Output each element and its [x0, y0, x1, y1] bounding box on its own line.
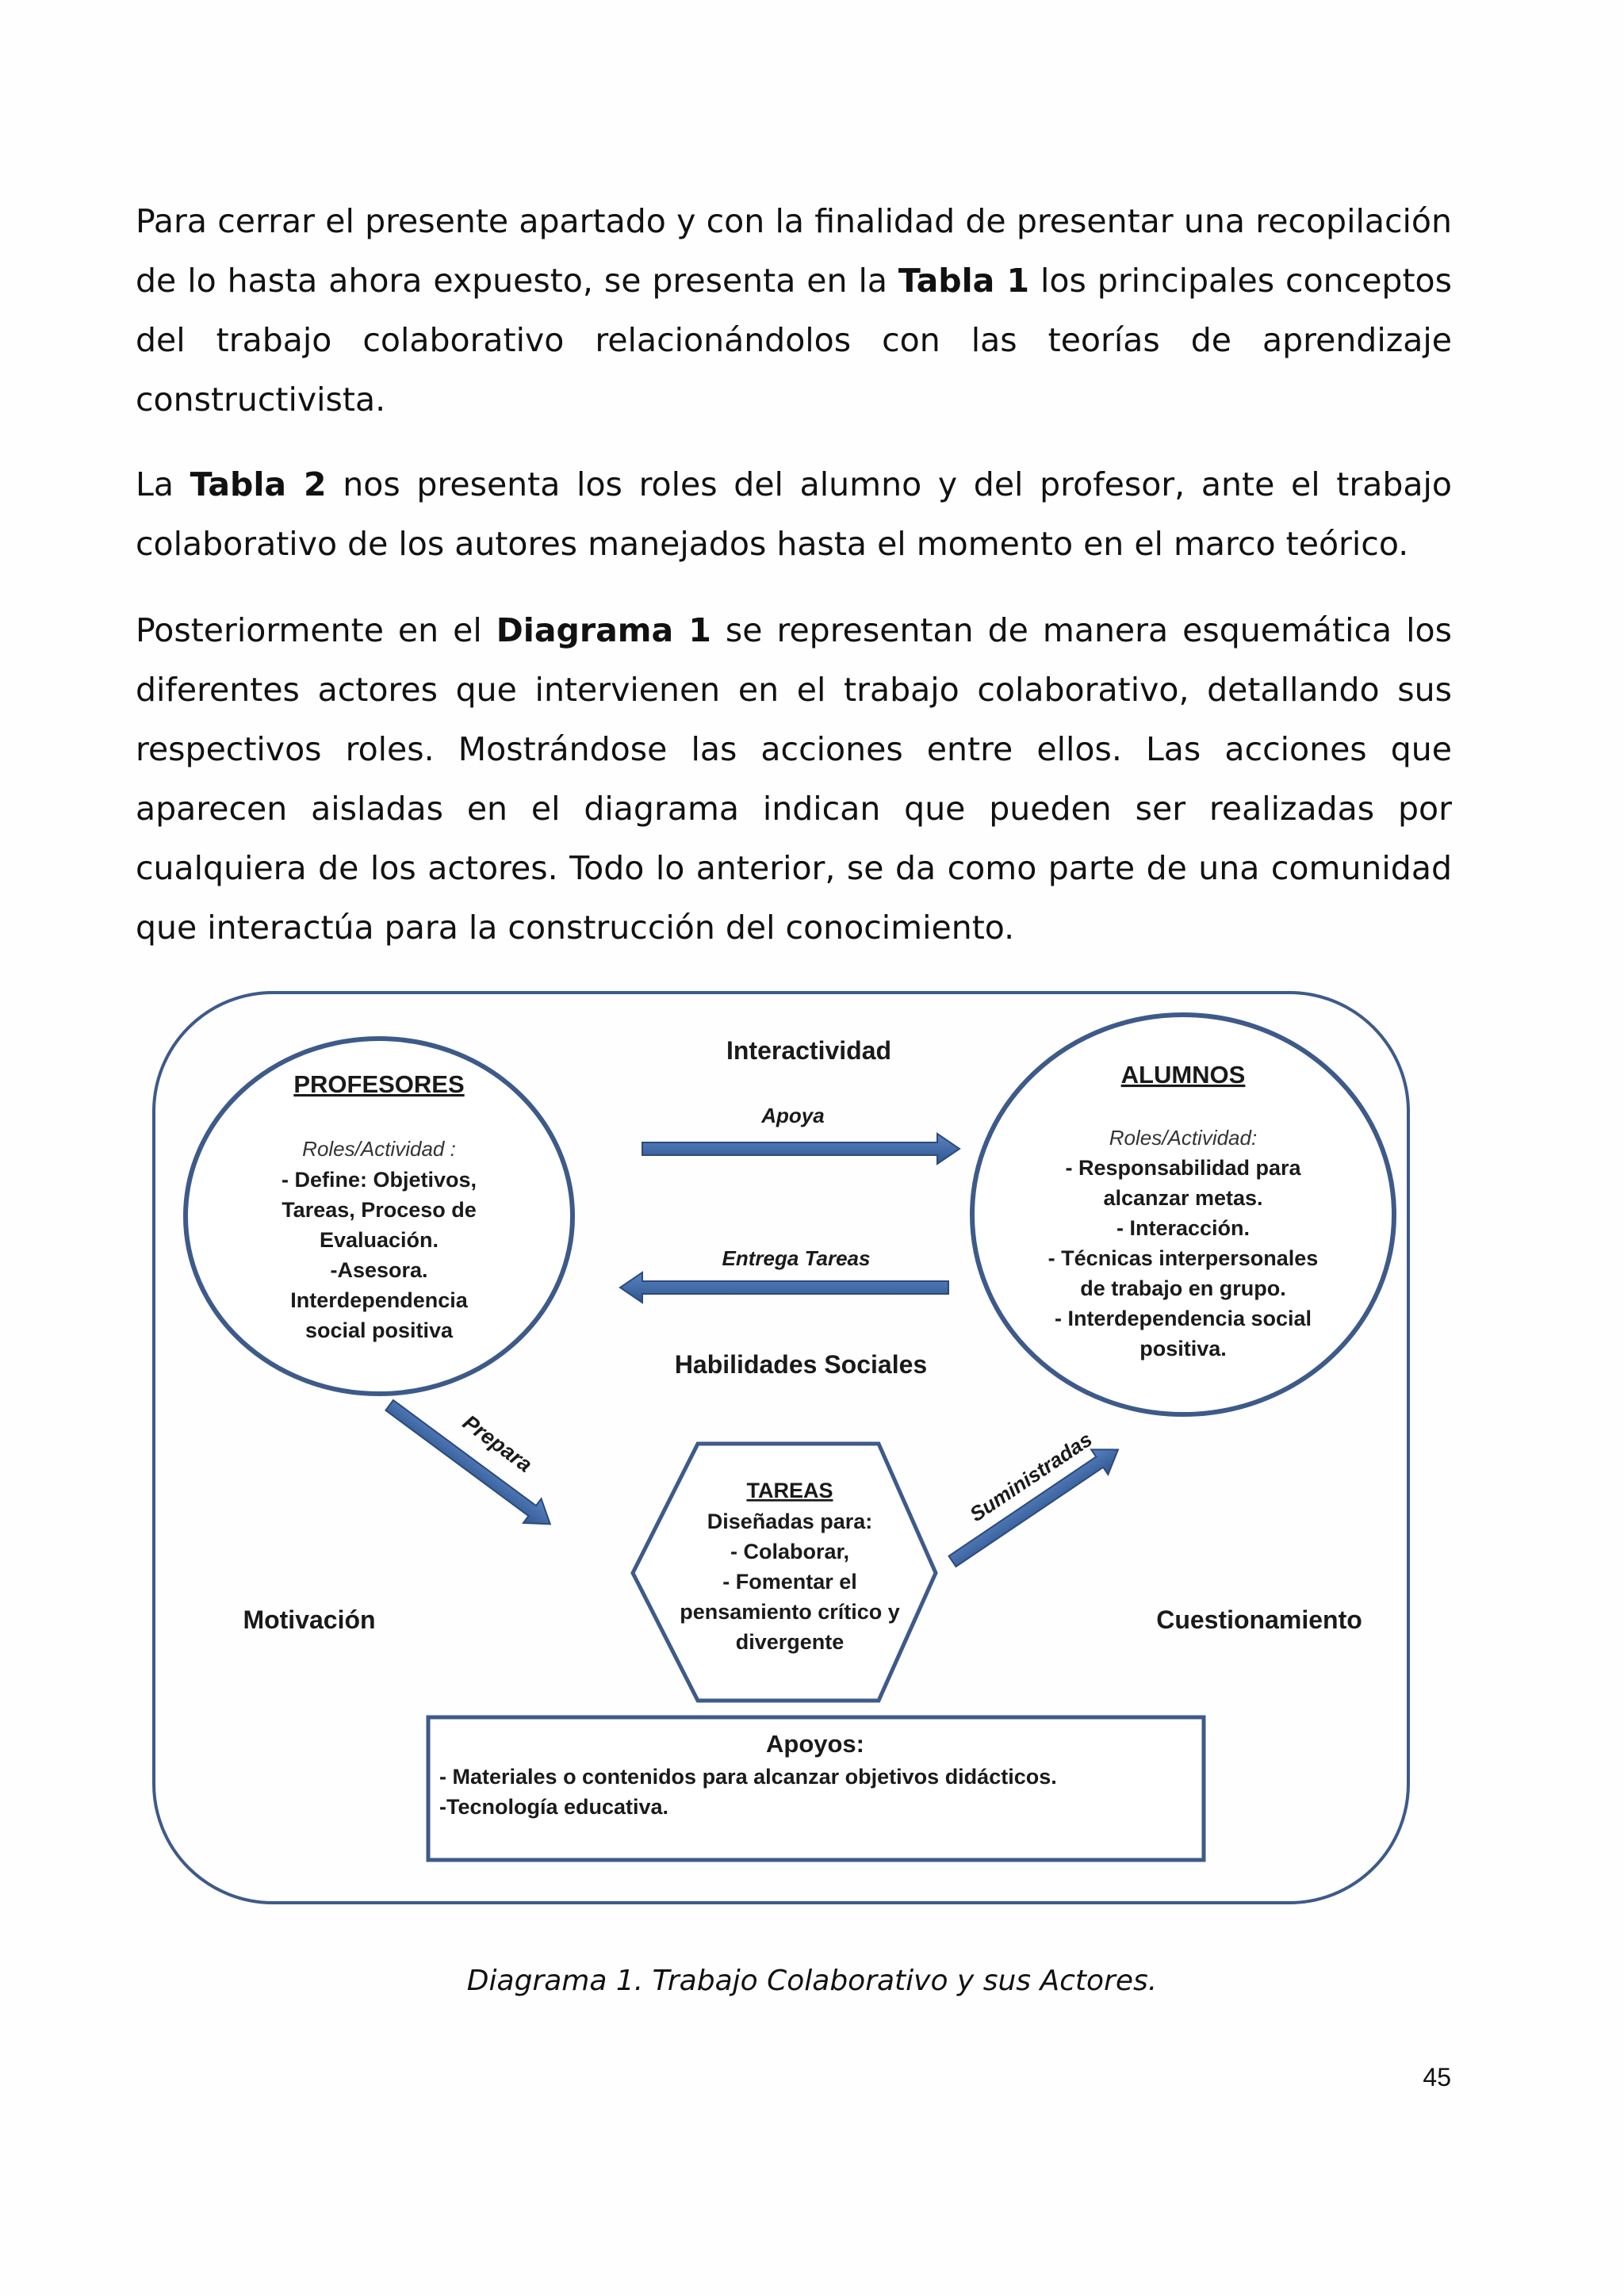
arrow-suministradas [944, 1427, 1126, 1574]
arrow-apoya [642, 1104, 959, 1164]
tareas-line: - Colaborar, [730, 1540, 850, 1563]
profesores-line: social positiva [304, 1318, 454, 1342]
apoyos-box [428, 1717, 1204, 1860]
alumnos-title: ALUMNOS [1120, 1061, 1246, 1089]
profesores-line: Evaluación. [319, 1228, 439, 1252]
alumnos-node [972, 1015, 1394, 1414]
tareas-line: - Fomentar el [722, 1570, 857, 1594]
diagram-caption: Diagrama 1. Trabajo Colaborativo y sus Actores. [466, 1965, 1158, 1997]
profesores-line: -Asesora. [330, 1258, 428, 1282]
tareas-line: divergente [735, 1630, 845, 1654]
arrow-apoya-shape [642, 1134, 959, 1164]
paragraph-3-bold-ref: Diagrama 1 [496, 611, 711, 649]
tareas-title: TAREAS [746, 1479, 833, 1502]
paragraph-1-text-a: Para cerrar el presente apartado y con la finalidad de presentar una recopilación de lo hasta ahora expuesto, se presenta en la [136, 202, 1452, 300]
label-interactividad: Interactividad [726, 1036, 892, 1065]
paragraph-2-text-b: nos presenta los roles del alumno y del profesor, ante el trabajo colaborativo de los autores manejados hasta el momento en el marco teórico. [136, 465, 1452, 563]
alumnos-line: - Técnicas interpersonales [1048, 1246, 1319, 1270]
arrow-suministradas-label: Suministradas [965, 1427, 1097, 1527]
profesores-line: Interdependencia [290, 1288, 468, 1312]
alumnos-line: - Interdependencia social [1054, 1307, 1312, 1330]
arrow-apoya-label: Apoya [761, 1104, 825, 1127]
paragraph-3-text-a: Posteriormente en el [136, 611, 496, 649]
apoyos-title: Apoyos: [766, 1730, 864, 1758]
alumnos-line: alcanzar metas. [1103, 1186, 1263, 1210]
alumnos-line: - Responsabilidad para [1065, 1156, 1301, 1180]
alumnos-line: positiva. [1139, 1337, 1227, 1360]
apoyos-line: - Materiales o contenidos para alcanzar objetivos didácticos. [439, 1765, 1057, 1789]
collaborative-work-diagram [151, 989, 1411, 1909]
arrow-prepara [381, 1393, 559, 1536]
profesores-line: Tareas, Proceso de [282, 1198, 477, 1222]
arrow-entrega-label: Entrega Tareas [722, 1246, 871, 1270]
alumnos-subtitle: Roles/Actividad: [1109, 1126, 1258, 1150]
arrow-entrega-tareas [620, 1246, 948, 1303]
profesores-line: - Define: Objetivos, [281, 1168, 477, 1192]
arrow-entrega-shape [620, 1272, 948, 1303]
alumnos-line: - Interacción. [1116, 1216, 1251, 1240]
profesores-node [186, 1039, 573, 1394]
page-number: 45 [1423, 2063, 1451, 2091]
profesores-title: PROFESORES [293, 1070, 465, 1098]
paragraph-3 [136, 601, 1452, 958]
tareas-node [633, 1444, 936, 1701]
tareas-line: Diseñadas para: [707, 1510, 873, 1533]
apoyos-line: -Tecnología educativa. [439, 1795, 669, 1819]
paragraph-2 [136, 455, 1452, 574]
diagram-svg [151, 989, 1411, 1909]
paragraph-1 [136, 192, 1452, 430]
tareas-line: pensamiento crítico y [680, 1600, 900, 1624]
label-cuestionamiento: Cuestionamiento [1156, 1605, 1362, 1634]
paragraph-1-bold-ref: Tabla 1 [898, 262, 1030, 300]
alumnos-line: de trabajo en grupo. [1080, 1276, 1286, 1300]
paragraph-1-text-b: los principales conceptos del trabajo colaborativo relacionándolos con las teorías de aprendizaje constructivista. [136, 262, 1452, 419]
arrow-prepara-label: Prepara [458, 1410, 537, 1477]
paragraph-2-text-a: La [136, 465, 190, 503]
paragraph-2-bold-ref: Tabla 2 [190, 465, 327, 503]
label-motivacion: Motivación [243, 1605, 376, 1634]
label-habilidades-sociales: Habilidades Sociales [674, 1350, 928, 1379]
paragraph-3-text-b: se representan de manera esquemática los diferentes actores que intervienen en el trabajo colaborativo, detallando sus respectivos roles. Mostrándose las acciones entre ellos. Las acciones que aparecen aisladas en el diagrama indican que pueden ser realizadas por cualquiera de los actores. Todo lo anterior, se da como parte de una comunidad que interactúa para la construcción del conocimiento. [136, 611, 1452, 947]
profesores-subtitle: Roles/Actividad : [302, 1137, 456, 1161]
